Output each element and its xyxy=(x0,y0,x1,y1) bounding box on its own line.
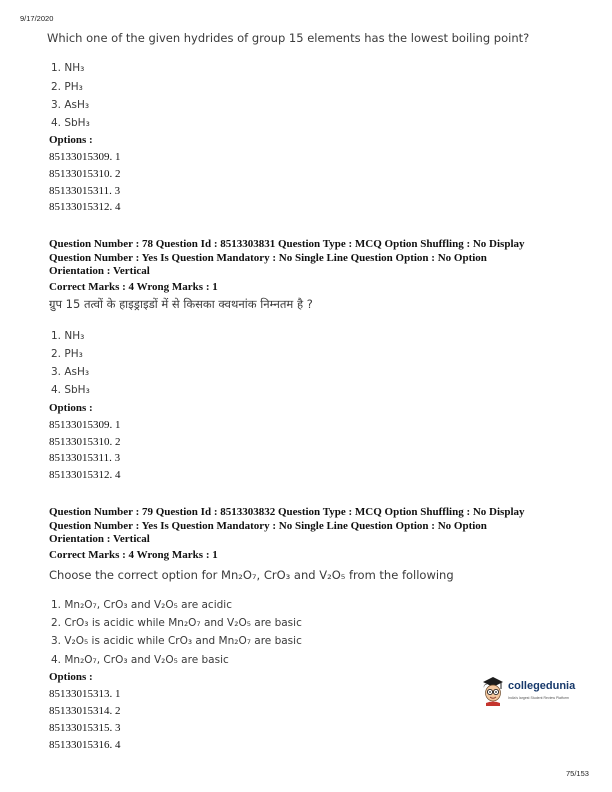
answer-option-1: 1. NH₃ xyxy=(51,62,85,74)
question-text: Choose the correct option for Mn₂O₇, CrO₃ and V₂O₅ from the following xyxy=(49,568,454,582)
question-text: Which one of the given hydrides of group 15 elements has the lowest boiling point? xyxy=(47,31,530,45)
question-meta-line: Question Number : 78 Question Id : 8513303831 Question Type : MCQ Option Shuffling : No Display xyxy=(49,238,525,250)
student-mascot-icon xyxy=(480,676,506,706)
option-code: 85133015311. 3 xyxy=(49,452,121,464)
option-code: 85133015311. 3 xyxy=(49,185,121,197)
print-date: 9/17/2020 xyxy=(20,14,54,23)
answer-option-3: 3. AsH₃ xyxy=(51,366,90,378)
option-code: 85133015316. 4 xyxy=(49,739,121,751)
option-code: 85133015315. 3 xyxy=(49,722,121,734)
question-meta-line: Question Number : Yes Is Question Mandatory : No Single Line Question Option : No Option xyxy=(49,252,487,264)
option-code: 85133015310. 2 xyxy=(49,436,121,448)
answer-option-4: 4. Mn₂O₇, CrO₃ and V₂O₅ are basic xyxy=(51,654,229,666)
question-meta-line: Question Number : Yes Is Question Mandatory : No Single Line Question Option : No Option xyxy=(49,520,487,532)
answer-option-2: 2. CrO₃ is acidic while Mn₂O₇ and V₂O₅ are basic xyxy=(51,617,302,629)
option-code: 85133015312. 4 xyxy=(49,469,121,481)
answer-option-1: 1. Mn₂O₇, CrO₃ and V₂O₅ are acidic xyxy=(51,599,232,611)
question-meta-line: Question Number : 79 Question Id : 8513303832 Question Type : MCQ Option Shuffling : No Display xyxy=(49,506,525,518)
option-code: 85133015313. 1 xyxy=(49,688,121,700)
option-code: 85133015309. 1 xyxy=(49,151,121,163)
question-meta-line: Orientation : Vertical xyxy=(49,533,150,545)
option-code: 85133015312. 4 xyxy=(49,201,121,213)
logo-wordmark: collegedunia xyxy=(508,680,576,692)
answer-option-3: 3. V₂O₅ is acidic while CrO₃ and Mn₂O₇ are basic xyxy=(51,635,302,647)
answer-option-2: 2. PH₃ xyxy=(51,81,83,93)
answer-option-4: 4. SbH₃ xyxy=(51,384,90,396)
option-code: 85133015309. 1 xyxy=(49,419,121,431)
options-heading: Options : xyxy=(49,134,93,146)
answer-option-2: 2. PH₃ xyxy=(51,348,83,360)
marks-line: Correct Marks : 4 Wrong Marks : 1 xyxy=(49,281,218,293)
logo-tagline: India's largest Student Review Platform xyxy=(508,696,569,700)
answer-option-3: 3. AsH₃ xyxy=(51,99,90,111)
options-heading: Options : xyxy=(49,402,93,414)
options-heading: Options : xyxy=(49,671,93,683)
option-code: 85133015314. 2 xyxy=(49,705,121,717)
page-number: 75/153 xyxy=(566,769,589,778)
answer-option-4: 4. SbH₃ xyxy=(51,117,90,129)
option-code: 85133015310. 2 xyxy=(49,168,121,180)
answer-option-1: 1. NH₃ xyxy=(51,330,85,342)
question-meta-line: Orientation : Vertical xyxy=(49,265,150,277)
marks-line: Correct Marks : 4 Wrong Marks : 1 xyxy=(49,549,218,561)
question-text-hindi: ग्रुप 15 तत्वों के हाइड्राइडों में से किसका क्वथनांक निम्नतम है ? xyxy=(49,297,313,311)
collegedunia-logo xyxy=(480,676,576,706)
